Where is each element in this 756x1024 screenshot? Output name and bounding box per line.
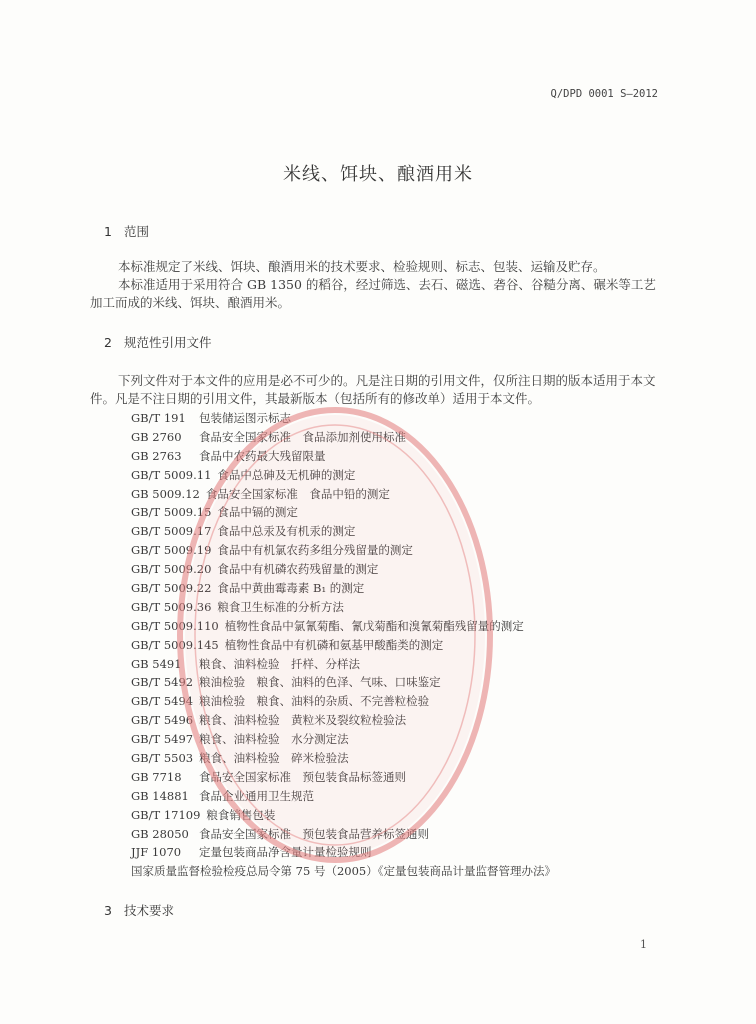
reference-title: 食品中农药最大残留限量 [199, 448, 326, 463]
reference-item [131, 617, 651, 636]
reference-item [131, 522, 651, 541]
section-3-title: 技术要求 [124, 903, 175, 918]
reference-code: JJF 1070 [131, 845, 182, 860]
reference-code: GB/T 5009.17 [131, 524, 212, 539]
reference-code: GB/T 191 [131, 411, 186, 425]
reference-title: 粮食、油料检验 碎米检验法 [199, 751, 349, 766]
reference-title: 包装储运图示标志 [199, 411, 291, 425]
reference-item [131, 768, 651, 787]
reference-item [131, 598, 651, 617]
section-2-number: 2 [104, 335, 112, 350]
reference-code: GB/T 5009.11 [131, 467, 212, 482]
reference-title: 植物性食品中氯氰菊酯、氰戊菊酯和溴氰菊酯残留量的测定 [224, 618, 524, 633]
section-1-heading [104, 222, 149, 240]
reference-item [131, 711, 651, 730]
reference-code: GB/T 5009.110 [131, 618, 219, 633]
reference-title: 国家质量监督检验检疫总局令第 75 号（2005）《定量包装商品计量监督管理办法》 [131, 864, 556, 879]
reference-title: 食品安全国家标准 食品添加剂使用标准 [199, 429, 406, 444]
reference-title: 粮食销售包装 [206, 807, 276, 822]
reference-code: GB 14881 [131, 788, 189, 803]
section-2-title: 规范性引用文件 [124, 335, 212, 350]
reference-code: GB 2763 [131, 448, 182, 463]
reference-code: GB/T 5009.19 [131, 543, 212, 558]
reference-item [131, 560, 651, 579]
reference-title: 食品安全国家标准 食品中铅的测定 [205, 486, 390, 501]
reference-code: GB 2760 [131, 429, 182, 444]
reference-code: GB/T 5492 [131, 675, 194, 690]
reference-item [131, 862, 651, 881]
reference-title: 食品中黄曲霉毒素 B₁ 的测定 [217, 581, 365, 596]
reference-code: GB 5491 [131, 656, 182, 671]
reference-list [131, 409, 651, 881]
reference-code: GB/T 5503 [131, 751, 194, 766]
reference-item [131, 428, 651, 447]
reference-item [131, 466, 651, 485]
reference-title: 粮食卫生标准的分析方法 [217, 599, 344, 614]
reference-item [131, 579, 651, 598]
reference-title: 食品安全国家标准 预包装食品标签通则 [199, 769, 406, 784]
section-2-heading [104, 333, 212, 351]
reference-item [131, 730, 651, 749]
reference-item [131, 636, 651, 655]
reference-item [131, 673, 651, 692]
reference-title: 食品中总砷及无机砷的测定 [217, 467, 356, 482]
reference-title: 食品企业通用卫生规范 [199, 788, 314, 803]
reference-item [131, 843, 651, 862]
reference-code: GB 5009.12 [131, 486, 200, 501]
reference-title: 粮油检验 粮食、油料的杂质、不完善粒检验 [199, 694, 430, 709]
reference-title: 食品中镉的测定 [217, 505, 298, 520]
reference-title: 食品中有机氯农药多组分残留量的测定 [217, 543, 413, 558]
section-2-paragraph-1: 下列文件对于本文件的应用是必不可少的。凡是注日期的引用文件，仅所注日期的版本适用于本文件。凡是不注日期的引用文件，其最新版本（包括所有的修改单）适用于本文件。 [90, 373, 656, 406]
reference-title: 食品中有机磷农药残留量的测定 [217, 562, 379, 577]
section-1-number: 1 [104, 224, 112, 239]
reference-item [131, 749, 651, 768]
section-3-number: 3 [104, 903, 112, 918]
reference-item [131, 655, 651, 674]
reference-code: GB/T 5496 [131, 713, 194, 728]
reference-code: GB/T 5497 [131, 732, 194, 747]
reference-item [131, 787, 651, 806]
reference-item [131, 692, 651, 711]
reference-code: GB 7718 [131, 769, 182, 784]
reference-title: 粮油检验 粮食、油料的色泽、气味、口味鉴定 [199, 675, 441, 690]
reference-title: 植物性食品中有机磷和氨基甲酸酯类的测定 [224, 637, 444, 652]
section-3-heading [104, 901, 174, 919]
reference-code: GB/T 17109 [131, 807, 201, 822]
reference-item [131, 541, 651, 560]
reference-item [131, 503, 651, 522]
reference-title: 定量包装商品净含量计量检验规则 [199, 845, 372, 860]
standard-code: Q/DPD 0001 S—2012 [550, 88, 658, 100]
reference-code: GB/T 5009.145 [131, 637, 219, 652]
reference-title: 食品安全国家标准 预包装食品营养标签通则 [199, 826, 429, 841]
reference-item [131, 825, 651, 844]
reference-code: GB/T 5009.15 [131, 505, 212, 520]
reference-title: 粮食、油料检验 黄粒米及裂纹粒检验法 [199, 713, 407, 728]
reference-code: GB/T 5494 [131, 694, 194, 709]
reference-code: GB/T 5009.20 [131, 562, 212, 577]
reference-item [131, 806, 651, 825]
document-title: 米线、饵块、酿酒用米 [283, 164, 473, 185]
reference-title: 粮食、油料检验 水分测定法 [199, 732, 349, 747]
section-1-paragraph-2: 本标准适用于采用符合 GB 1350 的稻谷，经过筛选、去石、磁选、砻谷、谷糙分离、碾米等工艺加工而成的米线、饵块、酿酒用米。 [90, 277, 656, 310]
page-number: 1 [640, 938, 647, 951]
reference-item [131, 485, 651, 504]
reference-code: GB/T 5009.36 [131, 599, 212, 614]
reference-item [131, 447, 651, 466]
section-1-title: 范围 [124, 224, 150, 239]
reference-code: GB/T 5009.22 [131, 581, 212, 596]
reference-code: GB 28050 [131, 826, 189, 841]
section-1-paragraph-1: 本标准规定了米线、饵块、酿酒用米的技术要求、检验规则、标志、包装、运输及贮存。 [118, 259, 606, 274]
reference-item [131, 409, 651, 428]
reference-title: 食品中总汞及有机汞的测定 [217, 524, 356, 539]
reference-title: 粮食、油料检验 扦样、分样法 [199, 656, 360, 671]
